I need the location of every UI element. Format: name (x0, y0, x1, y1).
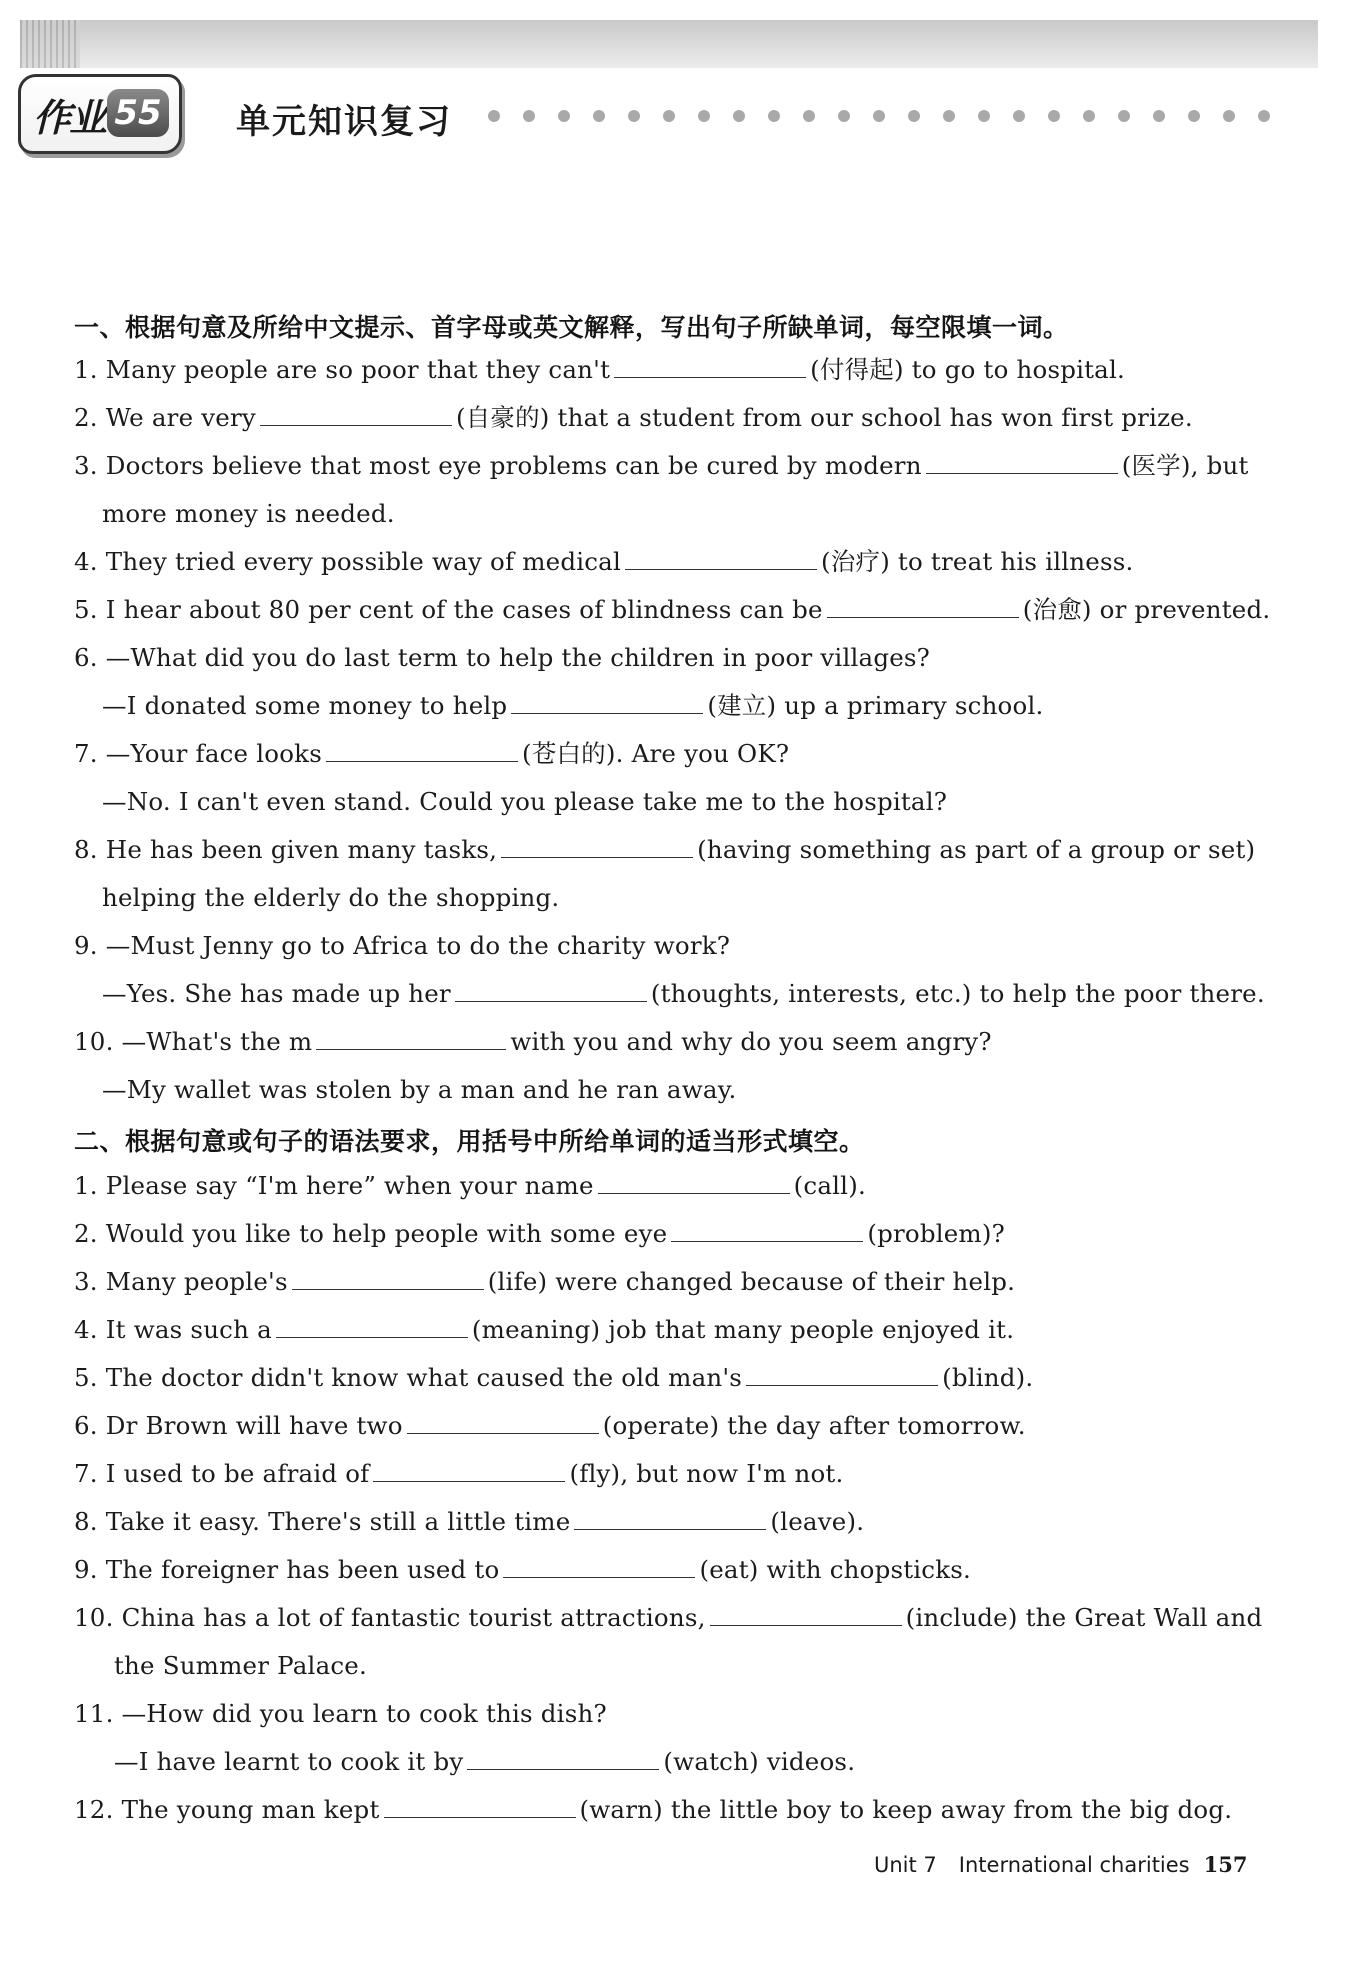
s1-q8-cont: helping the elderly do the shopping. (102, 883, 560, 912)
s2-q12: 12. The young man kept (warn) the little boy to keep away from the big dog. (74, 1795, 1233, 1824)
page-number: 157 (1203, 1852, 1248, 1877)
answer-blank[interactable] (455, 979, 647, 1002)
dot-divider (488, 107, 1308, 127)
section-2-title: 二、根据句意或句子的语法要求，用括号中所给单词的适当形式填空。 (74, 1127, 865, 1156)
answer-blank[interactable] (292, 1267, 484, 1290)
s2-q3: 3. Many people's (life) were changed because of their help. (74, 1267, 1016, 1296)
page-title: 单元知识复习 (236, 102, 452, 142)
answer-blank[interactable] (511, 691, 703, 714)
s1-q7: 7. —Your face looks (苍白的). Are you OK? (74, 739, 790, 768)
s2-q6: 6. Dr Brown will have two (operate) the day after tomorrow. (74, 1411, 1026, 1440)
badge-number: 55 (107, 89, 169, 137)
s2-q4: 4. It was such a (meaning) job that many people enjoyed it. (74, 1315, 1015, 1344)
s1-q6: 6. —What did you do last term to help the children in poor villages? (74, 643, 931, 672)
s1-q4: 4. They tried every possible way of medical (治疗) to treat his illness. (74, 547, 1134, 576)
s2-q1: 1. Please say “I'm here” when your name (call). (74, 1171, 866, 1200)
s2-q11: 11. —How did you learn to cook this dish? (74, 1699, 607, 1728)
s2-q8: 8. Take it easy. There's still a little time (leave). (74, 1507, 865, 1536)
answer-blank[interactable] (574, 1507, 766, 1530)
s2-q10-cont: the Summer Palace. (114, 1651, 367, 1680)
answer-blank[interactable] (710, 1603, 902, 1626)
answer-blank[interactable] (276, 1315, 468, 1338)
answer-blank[interactable] (467, 1747, 659, 1770)
s1-q5: 5. I hear about 80 per cent of the cases of blindness can be (治愈) or prevented. (74, 595, 1271, 624)
s1-q8: 8. He has been given many tasks, (having something as part of a group or set) (74, 835, 1256, 864)
s1-q3: 3. Doctors believe that most eye problems can be cured by modern (医学), but (74, 451, 1249, 480)
s1-q10: 10. —What's the m with you and why do you seem angry? (74, 1027, 992, 1056)
s2-q10: 10. China has a lot of fantastic tourist attractions, (include) the Great Wall and (74, 1603, 1263, 1632)
answer-blank[interactable] (671, 1219, 863, 1242)
footer-unit: Unit 7 (874, 1853, 937, 1877)
s1-q2: 2. We are very (自豪的) that a student from our school has won first prize. (74, 403, 1193, 432)
s1-q9: 9. —Must Jenny go to Africa to do the charity work? (74, 931, 731, 960)
s1-q10-cont: —My wallet was stolen by a man and he ran away. (102, 1075, 737, 1104)
page-footer (874, 1852, 1247, 1877)
answer-blank[interactable] (746, 1363, 938, 1386)
badge-label: 作业 (33, 96, 106, 140)
answer-blank[interactable] (926, 451, 1118, 474)
answer-blank[interactable] (260, 403, 452, 426)
answer-blank[interactable] (326, 739, 518, 762)
s2-q9: 9. The foreigner has been used to (eat) with chopsticks. (74, 1555, 972, 1584)
s2-q11-answer: —I have learnt to cook it by (watch) videos. (114, 1747, 856, 1776)
answer-blank[interactable] (827, 595, 1019, 618)
section-1-title: 一、根据句意及所给中文提示、首字母或英文解释，写出句子所缺单词，每空限填一词。 (74, 313, 1069, 342)
s1-q9-answer: —Yes. She has made up her (thoughts, interests, etc.) to help the poor there. (102, 979, 1265, 1008)
footer-topic: International charities (958, 1853, 1190, 1877)
answer-blank[interactable] (501, 835, 693, 858)
answer-blank[interactable] (614, 355, 806, 378)
scan-edge (20, 20, 1318, 69)
s1-q6-answer: —I donated some money to help (建立) up a primary school. (102, 691, 1044, 720)
answer-blank[interactable] (625, 547, 817, 570)
s2-q2: 2. Would you like to help people with some eye (problem)? (74, 1219, 1005, 1248)
s1-q3-cont: more money is needed. (102, 499, 395, 528)
homework-badge (18, 74, 182, 154)
s2-q7: 7. I used to be afraid of (fly), but now I'm not. (74, 1459, 844, 1488)
answer-blank[interactable] (598, 1171, 790, 1194)
answer-blank[interactable] (316, 1027, 506, 1050)
answer-blank[interactable] (373, 1459, 565, 1482)
s1-q1: 1. Many people are so poor that they can't (付得起) to go to hospital. (74, 355, 1126, 384)
answer-blank[interactable] (407, 1411, 599, 1434)
answer-blank[interactable] (503, 1555, 695, 1578)
s1-q7-cont: —No. I can't even stand. Could you please take me to the hospital? (102, 787, 948, 816)
s2-q5: 5. The doctor didn't know what caused the old man's (blind). (74, 1363, 1034, 1392)
answer-blank[interactable] (384, 1795, 576, 1818)
